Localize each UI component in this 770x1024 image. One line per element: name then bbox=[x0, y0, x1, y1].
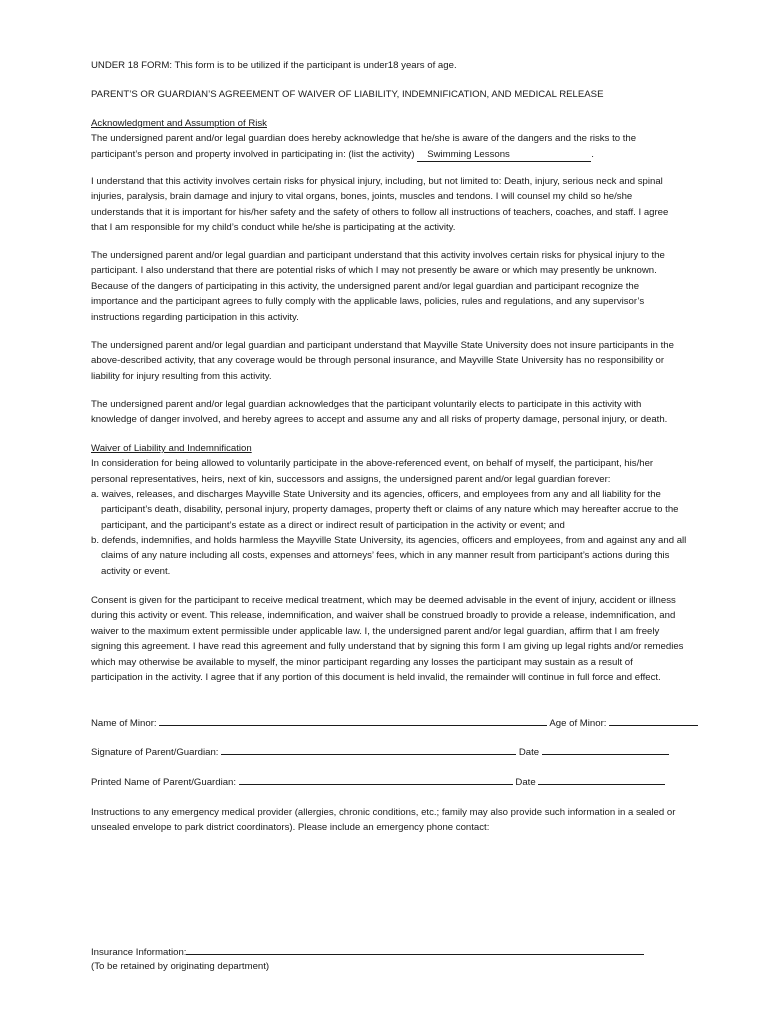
section-heading-waiver: Waiver of Liability and Indemnification bbox=[91, 443, 252, 454]
risk-paragraph-4: The undersigned parent and/or legal guardian acknowledges that the participant voluntarily elects to participate in this activity with knowledge of danger involved, and hereby agrees to accept and assume any and all risks of property damage, personal injury, or death. bbox=[91, 399, 668, 426]
section-acknowledgment bbox=[91, 116, 685, 162]
date-label-1: Date bbox=[518, 747, 540, 758]
risk-paragraph-1: I understand that this activity involves certain risks for physical injury, including, but not limited to: Death, injury, serious neck and spinal injuries, paralysis, brain damage and injury to vital organs, bones, joints, muscles and tendons. I will counsel my child so he/she understands that it is important for his/her safety and the safety of others to follow all instructions of teachers, coaches, and staff. I agree that I am responsible for my child’s conduct while he/she is participating at the activity. bbox=[91, 176, 669, 234]
header-note: UNDER 18 FORM: This form is to be utilized if the participant is under18 years of age. bbox=[91, 60, 457, 71]
activity-field[interactable]: Swimming Lessons bbox=[417, 149, 591, 162]
medical-consent-paragraph: Consent is given for the participant to receive medical treatment, which may be deemed advisable in the event of injury, accident or illness during this activity or event. This release, indemnification, and waiver shall be construed broadly to provide a release, indemnification, and waiver to the maximum extent permissible under applicable law. I, the undersigned parent and/or legal guardian, affirm that I am freely signing this agreement. I have read this agreement and fully understand that by signing this form I am giving up legal rights and/or remedies which may otherwise be available to myself, the minor participant regarding any losses the participant may sustain as a result of participation in the activity. I agree that if any portion of this document is held invalid, the remainder will continue in full force and effect. bbox=[91, 595, 684, 684]
insurance-row bbox=[91, 943, 685, 960]
waiver-item-b: b. defends, indemnifies, and holds harmless the Mayville State University, its agencies, officers and employees, from and against any and all claims of any nature including all costs, expenses and attorneys’ fees, which in any manner result from participant’s actions during this activity or event. bbox=[91, 535, 687, 577]
waiver-item-a: a. waives, releases, and discharges Mayville State University and its agencies, officers, and employees from any and all liability for the participant’s death, disability, personal injury, property damages, property theft or claims of any nature which may hereafter accrue to the participant, and the participant’s estate as a direct or indirect result of participation in the activity or event; and bbox=[91, 489, 679, 531]
waiver-intro: In consideration for being allowed to voluntarily participate in the above-referenced event, on behalf of myself, the participant, his/her personal representatives, heirs, next of kin, successors and assigns, the undersigned parent and/or legal guardian forever: bbox=[91, 458, 654, 485]
signature-field[interactable] bbox=[221, 743, 516, 755]
insurance-field[interactable] bbox=[186, 943, 644, 955]
risk-paragraph-3: The undersigned parent and/or legal guardian and participant understand that Mayville State University does not insure participants in the above-described activity, that any coverage would be through personal insurance, and Mayville State University has no responsibility or liability for injury resulting from this activity. bbox=[91, 340, 674, 382]
risk-paragraph-2: The undersigned parent and/or legal guardian and participant understand that this activity involves certain risks for physical injury to the participant. I also understand that there are potential risks of which I may not presently be aware or which may presently be unknown. Because of the dangers of participating in this activity, the undersigned parent and/or legal guardian and participant recognize the importance and the participant agrees to fully comply with the applicable laws, policies, rules and regulations, and any supervisor’s instructions regarding participation in this activity. bbox=[91, 250, 665, 323]
section-waiver bbox=[91, 441, 685, 487]
age-of-minor-field[interactable] bbox=[609, 714, 698, 726]
signature-date-field[interactable] bbox=[542, 743, 669, 755]
age-of-minor-label: Age of Minor: bbox=[549, 718, 607, 729]
printed-name-field[interactable] bbox=[239, 773, 513, 785]
activity-intro-end: . bbox=[591, 148, 594, 160]
form-title: PARENT’S OR GUARDIAN’S AGREEMENT OF WAIVER OF LIABILITY, INDEMNIFICATION, AND MEDICAL RELEASE bbox=[91, 89, 604, 100]
section-heading-risk: Acknowledgment and Assumption of Risk bbox=[91, 118, 267, 129]
retention-note: (To be retained by originating department) bbox=[91, 961, 270, 972]
printed-name-row bbox=[91, 773, 685, 790]
minor-info-row bbox=[91, 714, 685, 731]
insurance-label: Insurance Information: bbox=[91, 947, 187, 958]
printed-name-date-field[interactable] bbox=[538, 773, 665, 785]
emergency-instructions: Instructions to any emergency medical provider (allergies, chronic conditions, etc.; family may also provide such information in a sealed or unsealed envelope to park district coordinators). Please include an emergency phone contact: bbox=[91, 807, 676, 834]
signature-row bbox=[91, 743, 685, 760]
name-of-minor-field[interactable] bbox=[159, 714, 547, 726]
printed-name-label: Printed Name of Parent/Guardian: bbox=[91, 777, 237, 788]
name-of-minor-label: Name of Minor: bbox=[91, 718, 157, 729]
signature-label: Signature of Parent/Guardian: bbox=[91, 747, 219, 758]
activity-intro: The undersigned parent and/or legal guardian does hereby acknowledge that he/she is aware of the dangers and the risks to the participant’s person and property involved in participating in: (list the activity) bbox=[91, 133, 637, 160]
date-label-2: Date bbox=[515, 777, 536, 788]
